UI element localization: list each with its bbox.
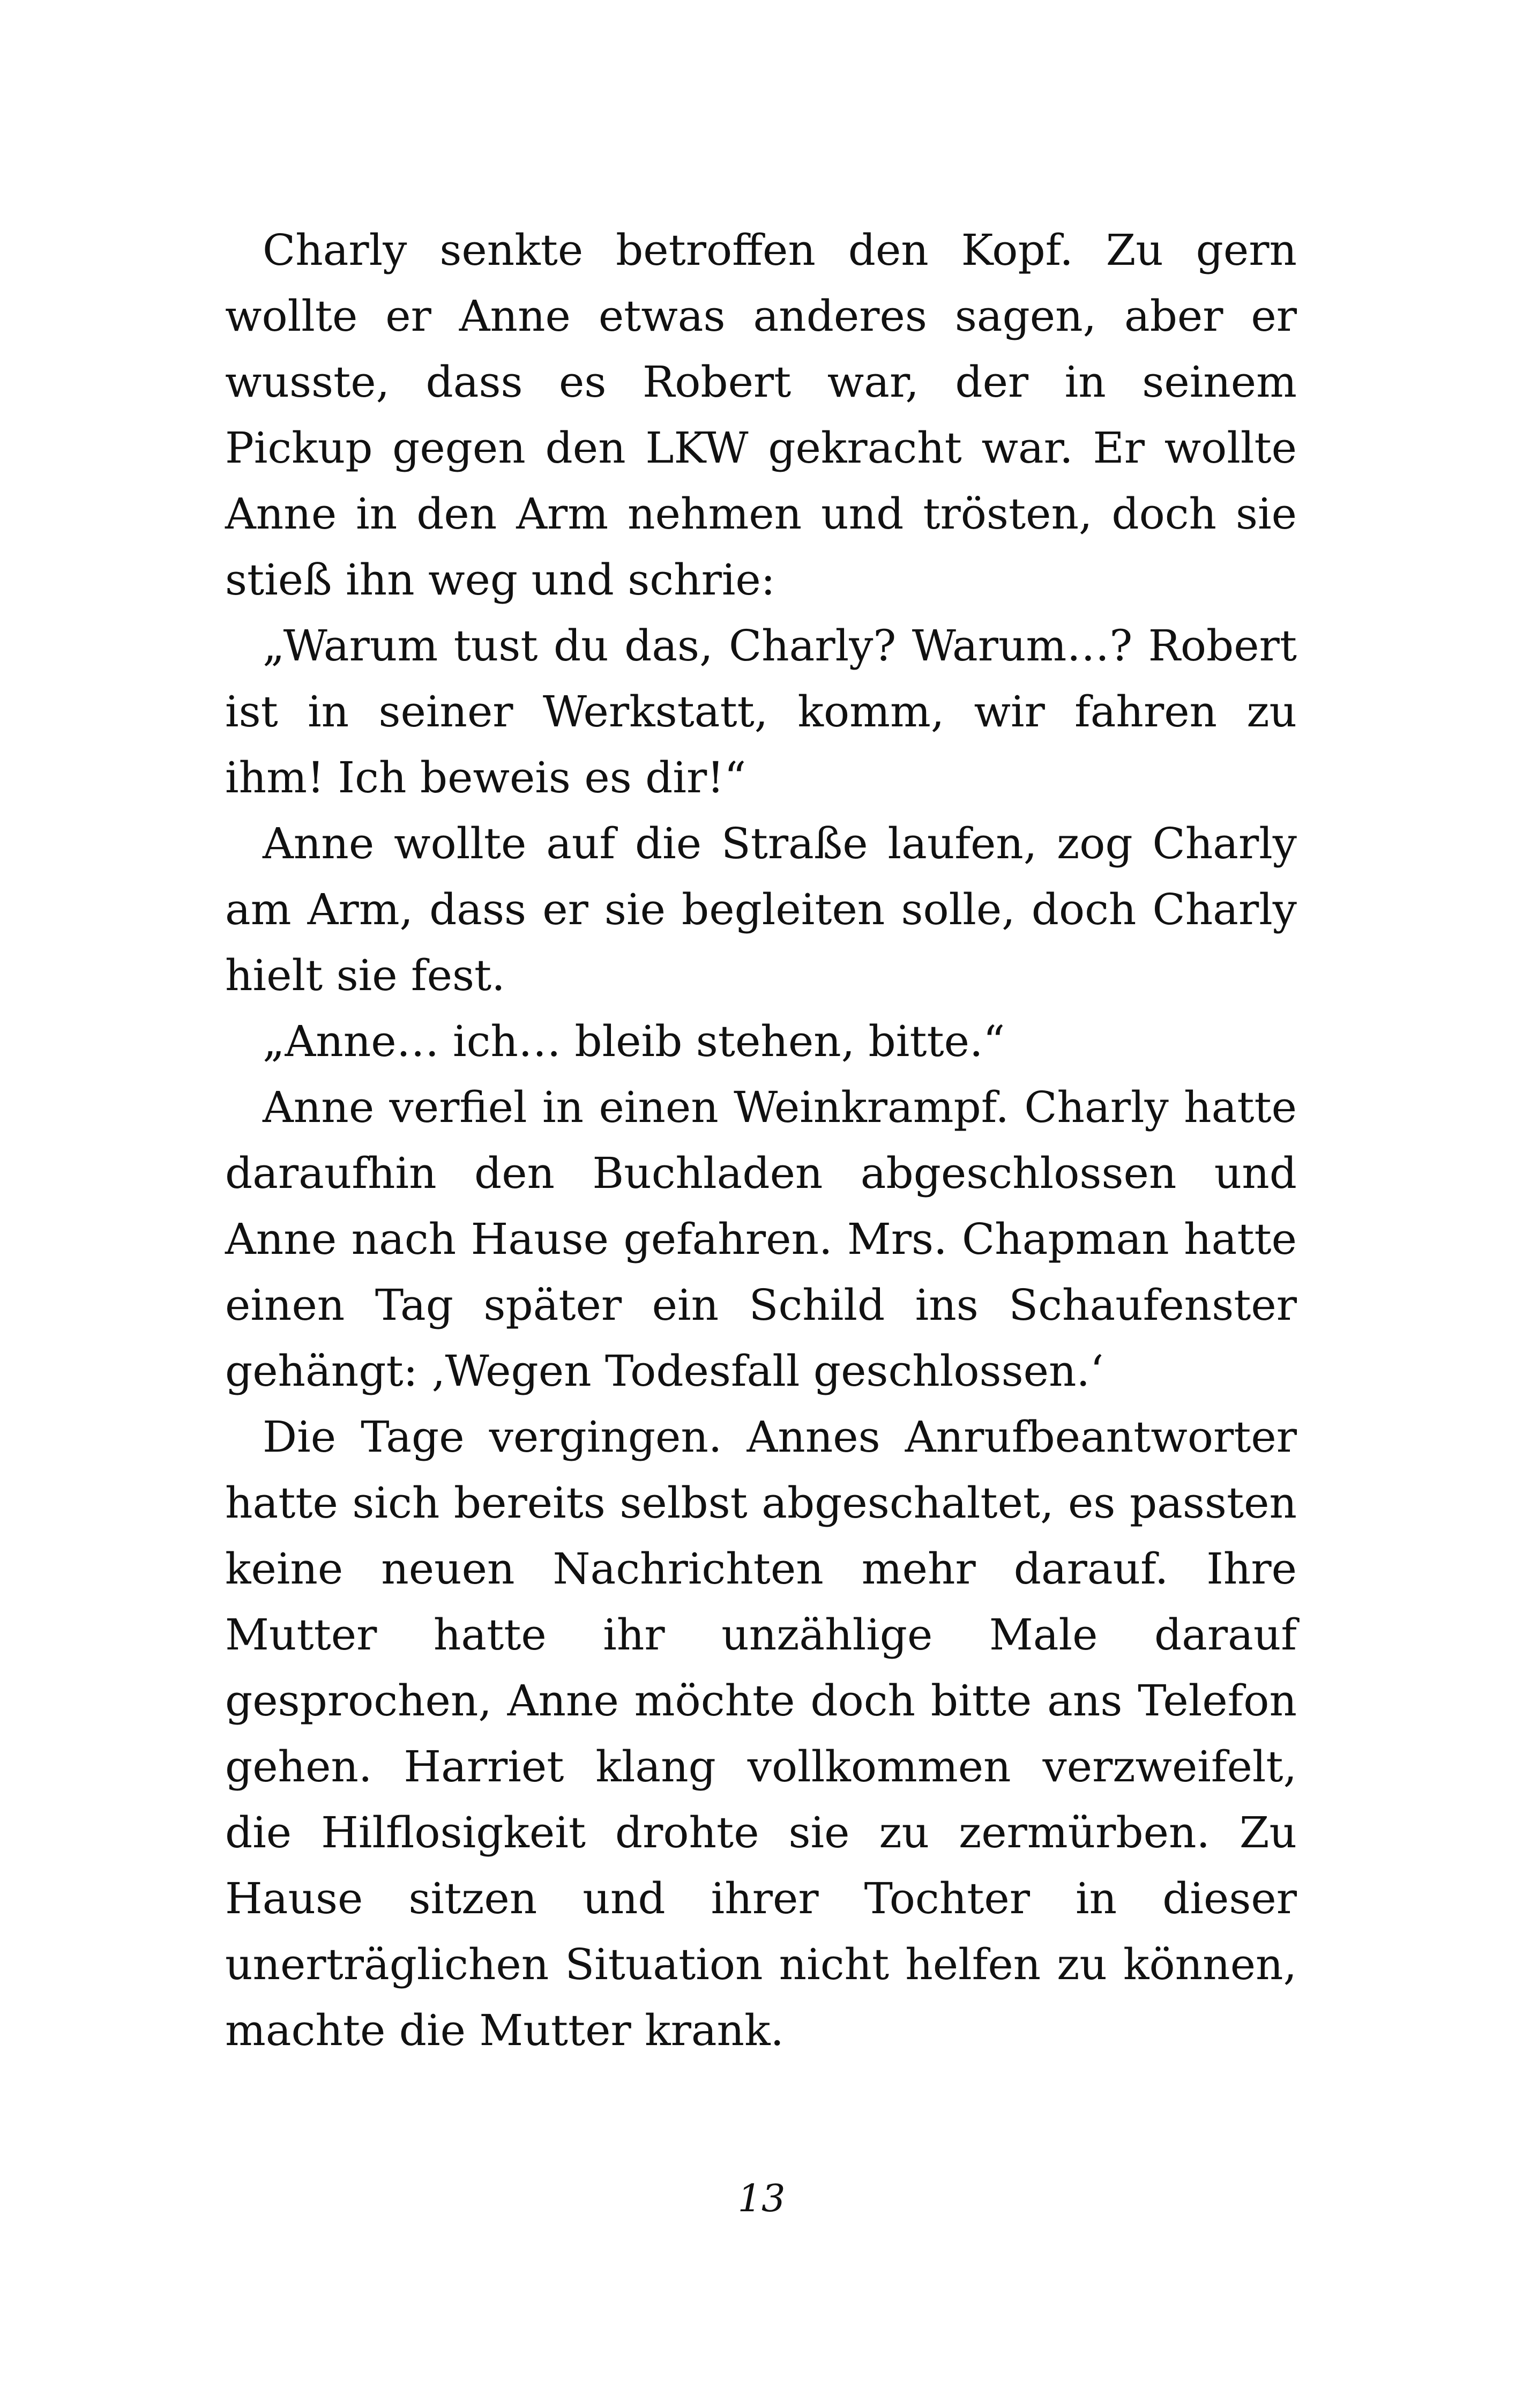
paragraph: Anne wollte auf die Straße laufen, zog Charly am Arm, dass er sie begleiten solle, doch Charly hielt sie fest. (225, 819, 1297, 1000)
paragraph: Charly senkte betroffen den Kopf. Zu gern wollte er Anne etwas anderes sagen, aber er wusste, dass es Robert war, der in seinem Pickup gegen den LKW gekracht war. Er wollte Anne in den Arm nehmen und trösten, doch sie stieß ihn weg und schrie: (225, 225, 1297, 605)
body-text (225, 217, 1297, 2063)
paragraph: „Warum tust du das, Charly? Warum…? Robert ist in seiner Werkstatt, komm, wir fahren zu ihm! Ich beweis es dir!“ (225, 621, 1297, 802)
page-number: 13 (737, 2176, 786, 2220)
paragraph: Anne verfiel in einen Weinkrampf. Charly hatte daraufhin den Buchladen abgeschlossen und Anne nach Hause gefahren. Mrs. Chapman hatte einen Tag später ein Schild ins Schaufenster gehängt: ‚Wegen Todesfall geschlossen.‘ (225, 1082, 1297, 1396)
paragraph: Die Tage vergingen. Annes Anrufbeantworter hatte sich bereits selbst abgeschaltet, es passten keine neuen Nachrichten mehr darauf. Ihre Mutter hatte ihr unzählige Male darauf gesprochen, Anne möchte doch bitte ans Telefon gehen. Harriet klang vollkommen verzweifelt, die Hilflosigkeit drohte sie zu zermürben. Zu Hause sitzen und ihrer Tochter in dieser unerträglichen Situation nicht helfen zu können, machte die Mutter krank. (225, 1412, 1297, 2055)
paragraph: „Anne… ich… bleib stehen, bitte.“ (263, 1016, 1005, 1066)
